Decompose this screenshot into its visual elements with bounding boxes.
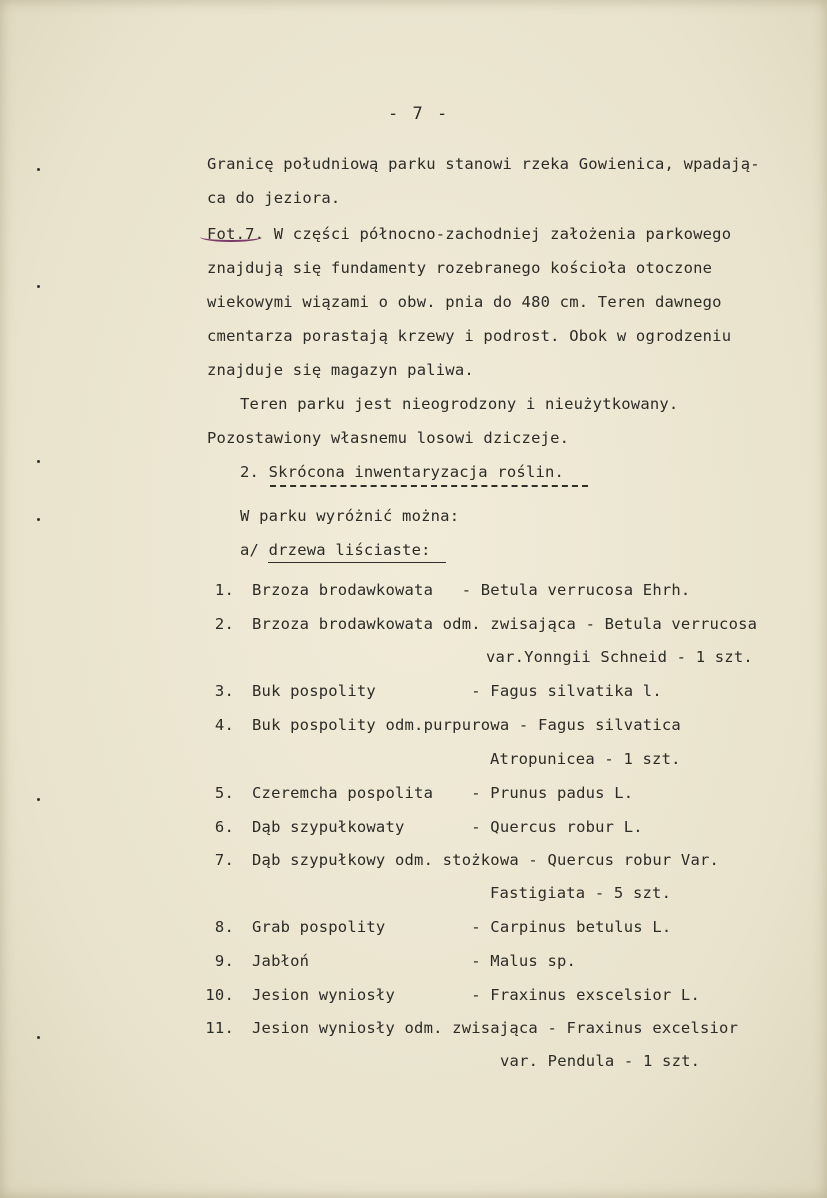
punch-hole-mark	[37, 798, 40, 801]
item-number: 8.	[214, 918, 234, 936]
item-text: Dąb szypułkowaty - Quercus robur L.	[252, 818, 643, 836]
heading-underline	[270, 485, 588, 487]
item-text: Dąb szypułkowy odm. stożkowa - Quercus robur Var.	[252, 851, 720, 869]
item-text: Buk pospolity odm.purpurowa - Fagus silvatica	[252, 716, 681, 734]
punch-hole-mark	[37, 460, 40, 463]
item-text: Czeremcha pospolita - Prunus padus L.	[252, 784, 634, 802]
item-number: 9.	[214, 952, 234, 970]
item-text-continuation: var. Pendula - 1 szt.	[500, 1052, 701, 1070]
item-number: 4.	[214, 716, 234, 734]
paragraph-line: Fot.7. W części północno-zachodniej założenia parkowego	[207, 225, 732, 243]
paragraph-line: wiekowymi wiązami o obw. pnia do 480 cm. Teren dawnego	[207, 293, 722, 311]
paragraph-line: znajdują się fundamenty rozebranego kościoła otoczone	[207, 259, 713, 277]
paragraph-line: znajduje się magazyn paliwa.	[207, 361, 474, 379]
paragraph-line: cmentarza porastają krzewy i podrost. Obok w ogrodzeniu	[207, 327, 732, 345]
item-number: 6.	[214, 818, 234, 836]
item-number: 5.	[214, 784, 234, 802]
item-text-continuation: Fastigiata - 5 szt.	[490, 884, 672, 902]
intro-text: W parku wyróżnić można:	[240, 507, 460, 525]
section-heading: 2. Skrócona inwentaryzacja roślin.	[240, 463, 565, 481]
item-text-continuation: Atropunicea - 1 szt.	[490, 750, 681, 768]
paragraph-line: Granicę południową parku stanowi rzeka Gowienica, wpadają-	[207, 155, 760, 173]
punch-hole-mark	[37, 168, 40, 171]
item-text: Jesion wyniosły - Fraxinus exscelsior L.	[252, 986, 700, 1004]
paragraph-line: Pozostawiony własnemu losowi dziczeje.	[207, 429, 570, 447]
item-number: 3.	[214, 682, 234, 700]
item-number: 10.	[205, 986, 234, 1004]
punch-hole-mark	[37, 1036, 40, 1039]
item-text-continuation: var.Yonngii Schneid - 1 szt.	[486, 648, 753, 666]
subheading: a/ drzewa liściaste:	[240, 541, 431, 559]
subheading-underline	[268, 562, 446, 563]
item-text: Jesion wyniosły odm. zwisająca - Fraxinus excelsior	[252, 1019, 739, 1037]
item-text: Jabłoń - Malus sp.	[252, 952, 577, 970]
item-number: 2.	[214, 615, 234, 633]
handwritten-underline	[200, 232, 262, 242]
item-text: Buk pospolity - Fagus silvatika l.	[252, 682, 662, 700]
page-number: - 7 -	[388, 104, 450, 124]
item-number: 1.	[214, 581, 234, 599]
item-number: 11.	[205, 1019, 234, 1037]
paragraph-line: Teren parku jest nieogrodzony i nieużytkowany.	[240, 395, 679, 413]
item-number: 7.	[214, 851, 234, 869]
paragraph-line: ca do jeziora.	[207, 189, 341, 207]
punch-hole-mark	[37, 285, 40, 288]
item-text: Brzoza brodawkowata - Betula verrucosa Ehrh.	[252, 581, 691, 599]
item-text: Brzoza brodawkowata odm. zwisająca - Betula verrucosa	[252, 615, 758, 633]
item-text: Grab pospolity - Carpinus betulus L.	[252, 918, 672, 936]
punch-hole-mark	[37, 518, 40, 521]
